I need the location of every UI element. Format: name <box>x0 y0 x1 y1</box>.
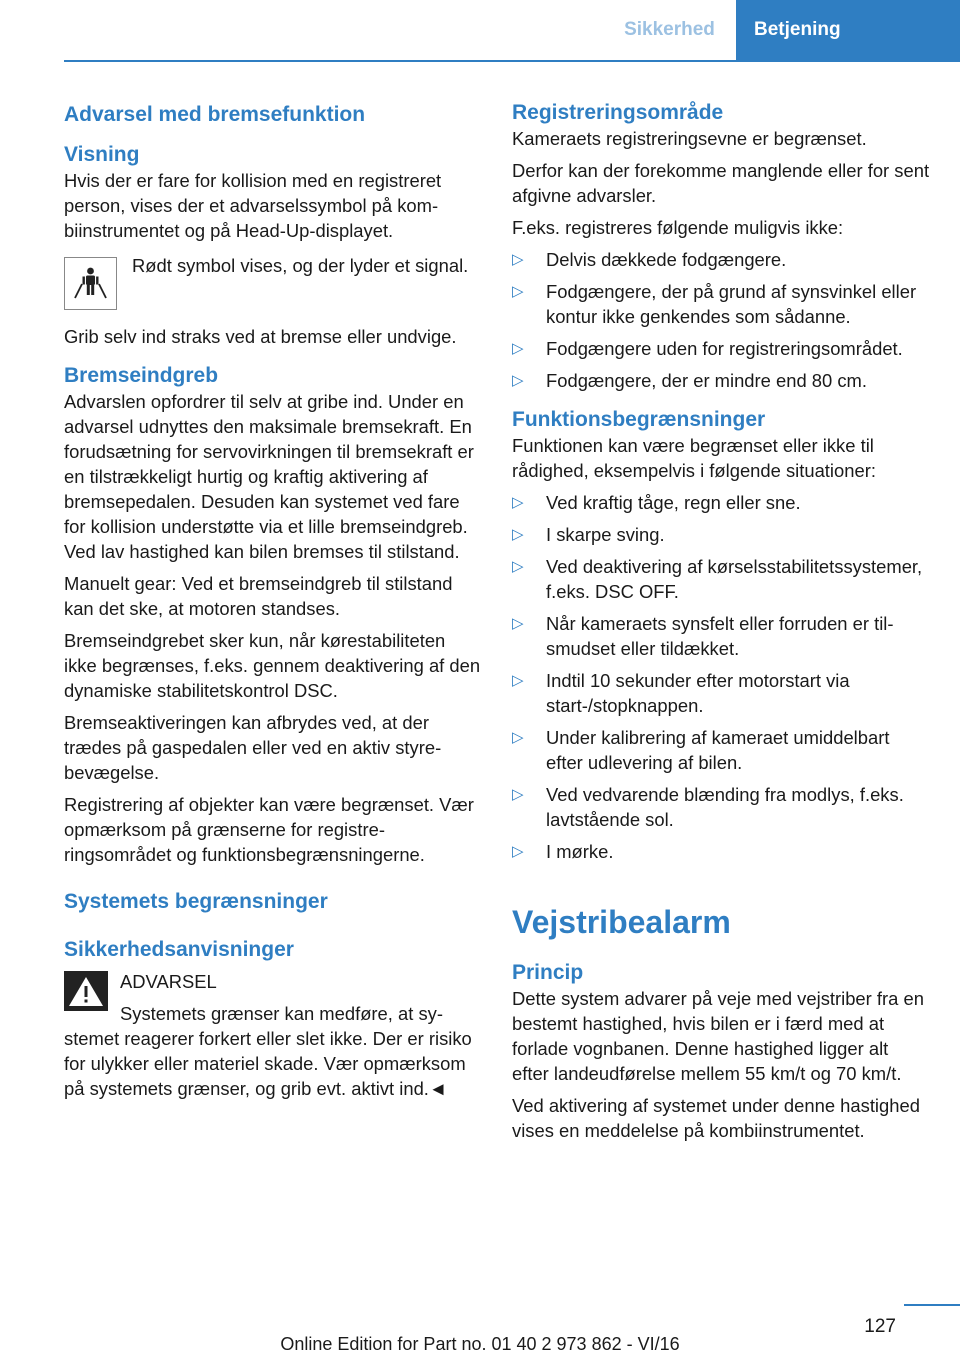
left-column <box>64 100 482 1108</box>
paragraph-display: Hvis der er fare for kollision med en registreret person, vises der et advarselssymbol på kombiinstrumentet og på Head-Up-displayet. <box>64 170 442 241</box>
paragraph-brake-3: Bremseindgrebet sker kun, når kørestabiliteten ikke begrænses, f.eks. gennem deaktivering af den dynamiske stabilitetskontrol DSC. <box>64 630 481 701</box>
paragraph-detection-1: Kameraets registreringsevne er begrænset. <box>512 128 867 149</box>
list-item: ▷ I mørke. <box>512 841 614 862</box>
bullet-triangle-icon: ▷ <box>512 283 524 300</box>
bullet-triangle-icon: ▷ <box>512 729 524 746</box>
list-item: ▷ Ved vedvarende blænding fra modlys, f.eks. lavtstående sol. <box>512 784 904 830</box>
warning-title: ADVARSEL <box>120 971 217 992</box>
list-item: ▷ Under kalibrering af kameraet umiddelbart efter udlevering af bilen. <box>512 727 890 773</box>
warning-triangle-icon <box>64 971 108 1011</box>
paragraph-brake-5: Registrering af objekter kan være begrænset. Vær opmærksom på grænserne for registreringsområdet og funktionsbegrænsningerne. <box>64 794 474 865</box>
bullet-triangle-icon: ▷ <box>512 615 524 632</box>
heading-brake-intervention: Bremseindgreb <box>64 364 219 387</box>
bullet-triangle-icon: ▷ <box>512 372 524 389</box>
heading-detection-range: Registreringsområde <box>512 101 724 124</box>
paragraph-brake-1: Advarslen opfordrer til selv at gribe ind. Under en advarsel udnyttes den maksimale bremsekraft. En forudsætning for servovirkningen til bremsekraft er en tilstrækkeligt hurtig og kraftig aktivering af bremsepedalen. Desuden kan systemet ved fare for kollision understøtte via et lille bremseindgreb. Ved lav hastighed kan bilen bremses til stilstand. <box>64 391 474 562</box>
heading-display: Visning <box>64 143 140 166</box>
paragraph-brake-4: Bremseaktiveringen kan afbrydes ved, at der trædes på gaspedalen eller ved en aktiv styrebevægelse. <box>64 712 442 783</box>
list-item: ▷ Ved deaktivering af kørselsstabilitetssystemer, f.eks. DSC OFF. <box>512 556 923 602</box>
bullet-triangle-icon: ▷ <box>512 526 524 543</box>
paragraph-principle-1: Dette system advarer på veje med vejstriber fra en bestemt hastighed, hvis bilen er i færd med at forlade vognbanen. Denne hastighed ligger alt efter landeudførelse mellem 55 km/t og 70 km/t. <box>512 988 924 1084</box>
list-item: ▷ Fodgængere, der på grund af synsvinkel eller kontur ikke genkendes som sådanne. <box>512 281 917 327</box>
warning-block <box>64 969 482 1101</box>
bullet-triangle-icon: ▷ <box>512 672 524 689</box>
warning-text: Systemets grænser kan medføre, at systemet reagerer forkert eller slet ikke. Der er risiko for ulykker eller materiel skade. Vær opmærksom på systemets grænser, og grib evt. aktivt ind.◄ <box>64 1003 472 1099</box>
list-item: ▷ Fodgængere uden for registreringsområdet. <box>512 338 903 359</box>
header-rule <box>64 60 960 62</box>
list-item: ▷ Når kameraets synsfelt eller forruden er tilsmudset eller tildækket. <box>512 613 894 659</box>
bullet-triangle-icon: ▷ <box>512 786 524 803</box>
heading-safety: Sikkerhedsanvisninger <box>64 938 294 961</box>
symbol-row <box>64 253 482 310</box>
symbol-description: Rødt symbol vises, og der lyder et signal. <box>132 255 469 276</box>
heading-function-limits: Funktionsbegrænsninger <box>512 408 766 431</box>
detection-list <box>512 247 930 393</box>
paragraph-brake-self: Grib selv ind straks ved at bremse eller undvige. <box>64 326 457 347</box>
paragraph-brake-2: Manuelt gear: Ved et bremseindgreb til stilstand kan det ske, at motoren standses. <box>64 573 453 619</box>
bullet-triangle-icon: ▷ <box>512 843 524 860</box>
list-item: ▷ Fodgængere, der er mindre end 80 cm. <box>512 370 867 391</box>
list-item: ▷ I skarpe sving. <box>512 524 665 545</box>
bullet-triangle-icon: ▷ <box>512 251 524 268</box>
paragraph-detection-2: Derfor kan der forekomme manglende eller for sent afgivne advarsler. <box>512 160 930 206</box>
paragraph-detection-3: F.eks. registreres følgende muligvis ikke: <box>512 217 844 238</box>
bullet-triangle-icon: ▷ <box>512 558 524 575</box>
right-column <box>512 100 930 1150</box>
bullet-triangle-icon: ▷ <box>512 340 524 357</box>
list-item: ▷ Ved kraftig tåge, regn eller sne. <box>512 492 801 513</box>
function-list <box>512 490 930 864</box>
bullet-triangle-icon: ▷ <box>512 494 524 511</box>
footer-rule <box>904 1304 960 1306</box>
heading-warning-brake: Advarsel med bremsefunktion <box>64 103 366 126</box>
edition-footer: Online Edition for Part no. 01 40 2 973 862 - VI/16 <box>280 1334 680 1354</box>
paragraph-principle-2: Ved aktivering af systemet under denne hastighed vises en meddelelse på kombiinstrumentet. <box>512 1095 920 1141</box>
tab-sikkerhed[interactable]: Sikkerhed <box>624 19 715 40</box>
pedestrian-warning-icon <box>64 257 117 310</box>
paragraph-function-1: Funktionen kan være begrænset eller ikke til rådighed, eksempelvis i følgende situationer: <box>512 435 876 481</box>
list-item: ▷ Delvis dækkede fodgængere. <box>512 249 787 270</box>
heading-system-limits: Systemets begrænsninger <box>64 890 328 913</box>
heading-lane-alarm: Vejstribealarm <box>512 904 731 940</box>
page-number: 127 <box>864 1316 896 1337</box>
heading-principle: Princip <box>512 961 584 984</box>
tab-betjening[interactable]: Betjening <box>736 0 960 60</box>
list-item: ▷ Indtil 10 sekunder efter motorstart via start-/stopknappen. <box>512 670 850 716</box>
